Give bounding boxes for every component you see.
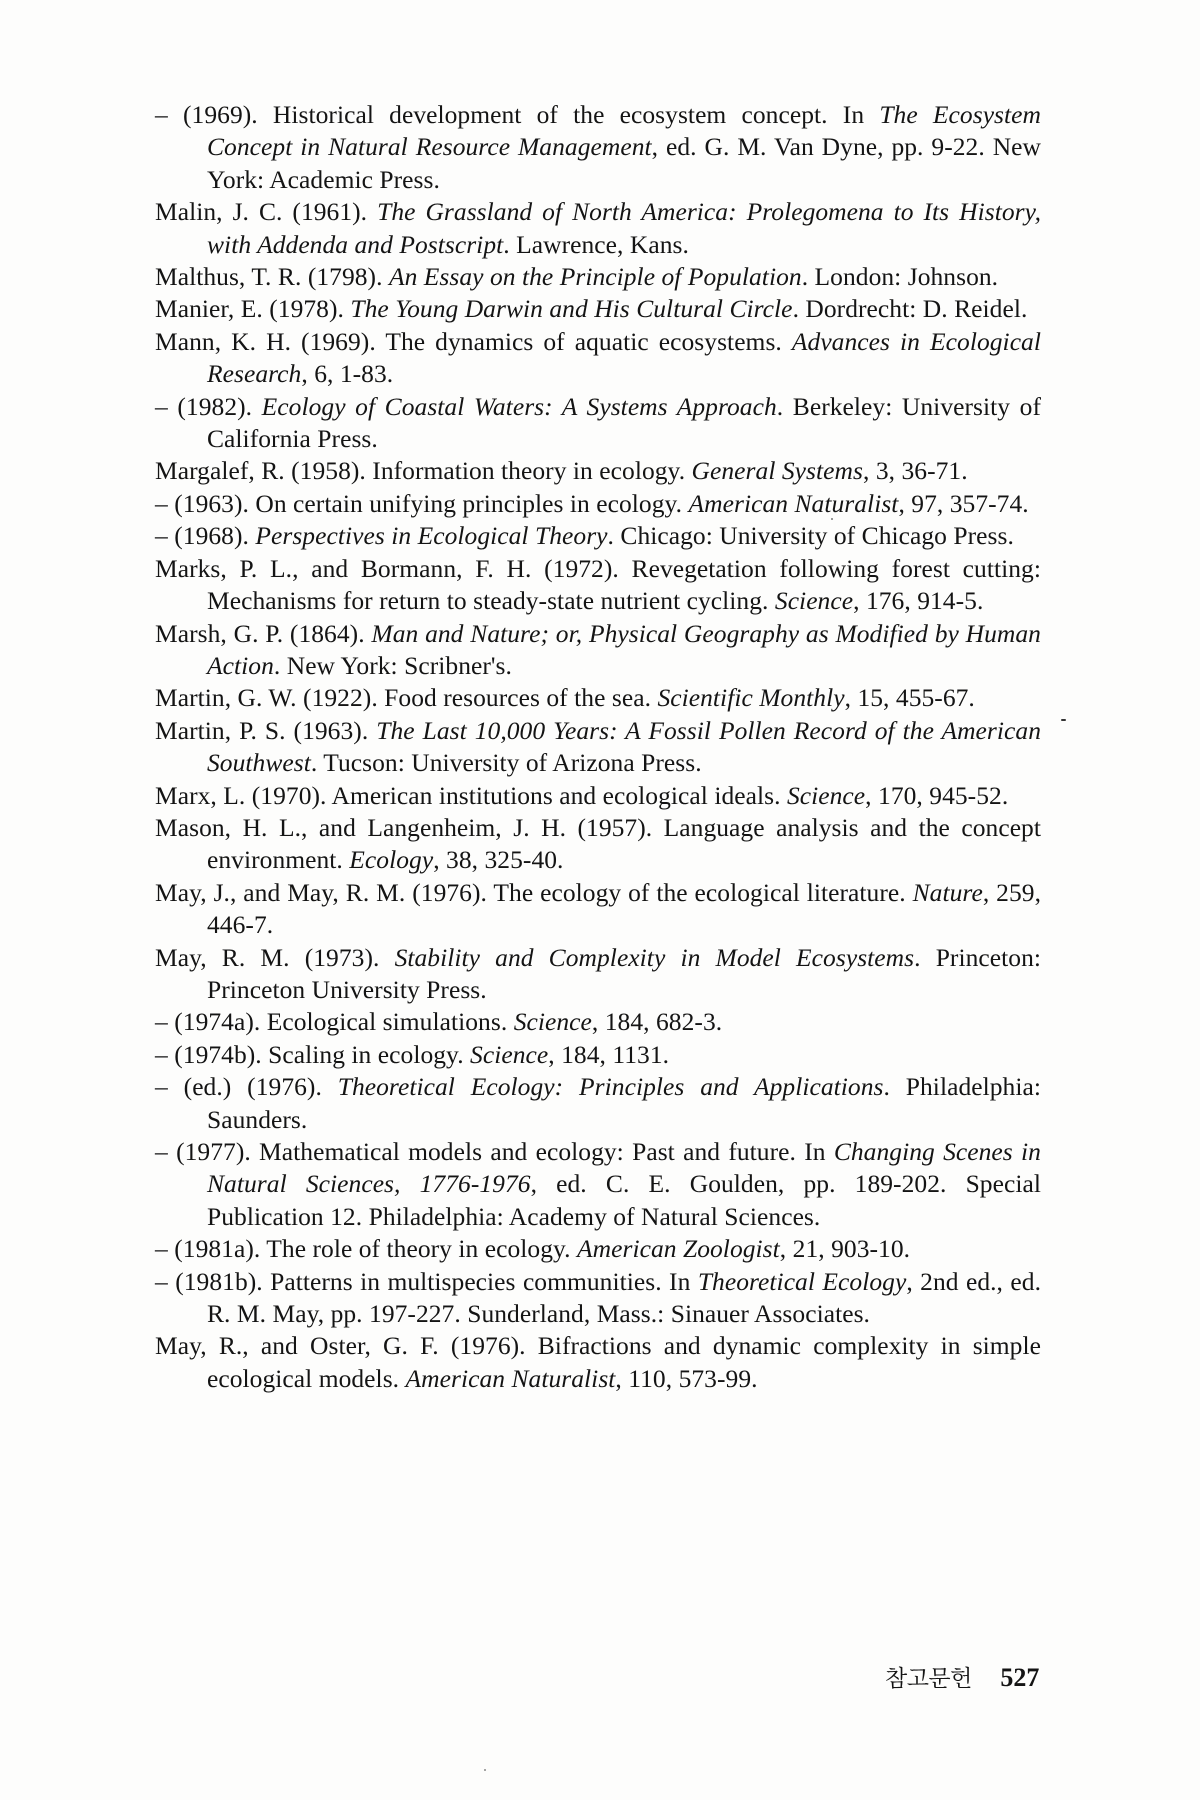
reference-entry xyxy=(155,455,1041,487)
reference-entry xyxy=(155,520,1041,552)
reference-title: An Essay on the Principle of Population xyxy=(388,262,802,292)
reference-entry xyxy=(155,1233,1041,1265)
scan-speck xyxy=(831,518,833,520)
page-number: 527 xyxy=(1000,1663,1040,1692)
reference-text: May, R. M. (1973). xyxy=(155,942,395,972)
reference-text: Marsh, G. P. (1864). xyxy=(155,618,372,648)
reference-title: Stability and Complexity in Model Ecosystems xyxy=(394,942,915,972)
reference-text: . Dordrecht: D. Reidel. xyxy=(792,294,1028,324)
reference-entry xyxy=(155,1039,1041,1071)
reference-text: Malin, J. C. (1961). xyxy=(155,197,378,227)
reference-entry xyxy=(155,326,1041,391)
reference-entry xyxy=(155,261,1041,293)
reference-entry xyxy=(155,942,1041,1007)
reference-title: Science xyxy=(786,780,866,810)
reference-text: Margalef, R. (1958). Information theory in ecology. xyxy=(155,456,692,486)
reference-title: American Naturalist xyxy=(688,488,899,518)
reference-title: Science xyxy=(513,1007,592,1037)
reference-entry xyxy=(155,553,1041,618)
reference-text: , 259, 446-7. xyxy=(207,877,1041,940)
reference-entry xyxy=(155,682,1041,714)
reference-entry xyxy=(155,1330,1041,1395)
reference-entry xyxy=(155,293,1041,325)
reference-text: . London: Johnson. xyxy=(801,262,999,292)
running-section-title: 참고문헌 xyxy=(885,1666,972,1692)
reference-text: , ed. C. E. Goulden, pp. 189-202. Special Publication 12. Philadelphia: Academy of Natural Sciences. xyxy=(207,1169,1041,1231)
reference-text: – (1974b). Scaling in ecology. xyxy=(155,1039,471,1069)
reference-text: , 184, 682-3. xyxy=(591,1007,723,1037)
reference-title: General Systems xyxy=(691,456,863,486)
reference-title: Science xyxy=(774,586,854,616)
reference-text: Marx, L. (1970). American institutions and ecological ideals. xyxy=(155,780,787,810)
reference-entry xyxy=(155,1006,1041,1038)
reference-text: . Philadelphia: Saunders. xyxy=(207,1072,1041,1134)
reference-text: . Tucson: University of Arizona Press. xyxy=(310,748,702,778)
reference-text: – (1977). Mathematical models and ecology: Past and future. In xyxy=(155,1137,834,1166)
reference-title: American Zoologist xyxy=(577,1234,780,1264)
reference-text: , 2nd ed., ed. R. M. May, pp. 197-227. Sunderland, Mass.: Sinauer Associates. xyxy=(207,1266,1041,1329)
reference-text: , 176, 914-5. xyxy=(853,586,984,616)
reference-text: . New York: Scribner's. xyxy=(273,650,512,680)
reference-text: Manier, E. (1978). xyxy=(155,294,351,324)
reference-text: , 3, 36-71. xyxy=(862,456,968,486)
reference-title: Theoretical Ecology xyxy=(697,1266,907,1296)
reference-text: Martin, G. W. (1922). Food resources of the sea. xyxy=(155,683,658,713)
reference-title: Advances in Ecological Research xyxy=(207,326,1041,389)
reference-title: Science xyxy=(470,1039,549,1069)
reference-text: , 38, 325-40. xyxy=(433,845,564,875)
reference-text: Marks, P. L., and Bormann, F. H. (1972). Revegetation following forest cutting: Mechanisms for return to steady-state nutrient cycling. xyxy=(155,553,1041,616)
reference-title: Theoretical Ecology: Principles and Applications xyxy=(337,1072,884,1102)
reference-entry xyxy=(155,780,1041,812)
reference-title: Scientific Monthly xyxy=(657,683,845,713)
scan-speck xyxy=(1061,719,1066,721)
reference-entry xyxy=(155,1266,1041,1331)
reference-entry xyxy=(155,715,1041,780)
reference-text: Mason, H. L., and Langenheim, J. H. (1957). Language analysis and the concept environment. xyxy=(155,812,1041,875)
reference-text: , ed. G. M. Van Dyne, pp. 9-22. New York: Academic Press. xyxy=(207,132,1042,194)
reference-title: The Ecosystem Concept in Natural Resource Management xyxy=(207,100,1042,162)
reference-title: Perspectives in Ecological Theory xyxy=(255,521,608,551)
page-footer xyxy=(885,1662,1039,1695)
reference-entry xyxy=(155,488,1041,520)
reference-entry xyxy=(155,99,1041,196)
reference-text: , 6, 1-83. xyxy=(301,359,394,389)
reference-text: – (1968). xyxy=(155,521,256,551)
reference-title: Man and Nature; or, Physical Geography as Modified by Human Action xyxy=(207,618,1041,680)
reference-title: Nature xyxy=(912,877,983,907)
reference-entry xyxy=(155,1071,1041,1136)
reference-title: The Young Darwin and His Cultural Circle xyxy=(350,294,793,324)
reference-list xyxy=(155,99,1041,1395)
reference-text: . Lawrence, Kans. xyxy=(503,229,689,259)
reference-text: – (1969). Historical development of the ecosystem concept. In xyxy=(155,100,880,129)
scan-speck xyxy=(484,1769,486,1771)
reference-title: American Naturalist xyxy=(405,1363,616,1393)
reference-title: The Last 10,000 Years: A Fossil Pollen Record of the American Southwest xyxy=(207,715,1042,778)
reference-text: , 184, 1131. xyxy=(548,1039,670,1069)
reference-entry xyxy=(155,618,1041,683)
reference-text: – (1963). On certain unifying principles in ecology. xyxy=(155,488,689,518)
reference-title: Ecology of Coastal Waters: A Systems Approach xyxy=(261,391,777,421)
reference-text: Martin, P. S. (1963). xyxy=(155,715,377,745)
reference-text: . Berkeley: University of California Press. xyxy=(207,391,1041,454)
reference-entry xyxy=(155,391,1041,456)
reference-text: May, J., and May, R. M. (1976). The ecology of the ecological literature. xyxy=(155,877,913,907)
reference-title: Ecology xyxy=(349,845,434,875)
reference-text: – (1981a). The role of theory in ecology. xyxy=(155,1234,578,1264)
reference-text: Malthus, T. R. (1798). xyxy=(155,262,389,292)
reference-text: – (1981b). Patterns in multispecies communities. In xyxy=(155,1266,698,1296)
reference-entry xyxy=(155,1136,1041,1233)
reference-title: The Grassland of North America: Prolegomena to Its History, with Addenda and Postscript xyxy=(207,197,1041,259)
reference-text: , 110, 573-99. xyxy=(615,1363,758,1393)
reference-text: . Chicago: University of Chicago Press. xyxy=(607,521,1014,551)
reference-text: , 15, 455-67. xyxy=(844,683,975,713)
reference-text: – (1974a). Ecological simulations. xyxy=(155,1007,514,1037)
reference-entry xyxy=(155,196,1041,261)
reference-title: Changing Scenes in Natural Sciences, 1776-1976 xyxy=(207,1137,1041,1199)
reference-text: May, R., and Oster, G. F. (1976). Bifractions and dynamic complexity in simple ecological models. xyxy=(155,1331,1041,1393)
reference-entry xyxy=(155,812,1041,877)
reference-text: , 21, 903-10. xyxy=(779,1234,911,1264)
reference-text: Mann, K. H. (1969). The dynamics of aquatic ecosystems. xyxy=(155,326,792,356)
reference-text: , 97, 357-74. xyxy=(898,488,1029,518)
reference-text: , 170, 945-52. xyxy=(865,780,1009,810)
reference-text: – (1982). xyxy=(155,391,262,421)
reference-entry xyxy=(155,877,1041,942)
reference-text: . Princeton: Princeton University Press. xyxy=(207,942,1042,1004)
reference-text: – (ed.) (1976). xyxy=(155,1072,338,1102)
